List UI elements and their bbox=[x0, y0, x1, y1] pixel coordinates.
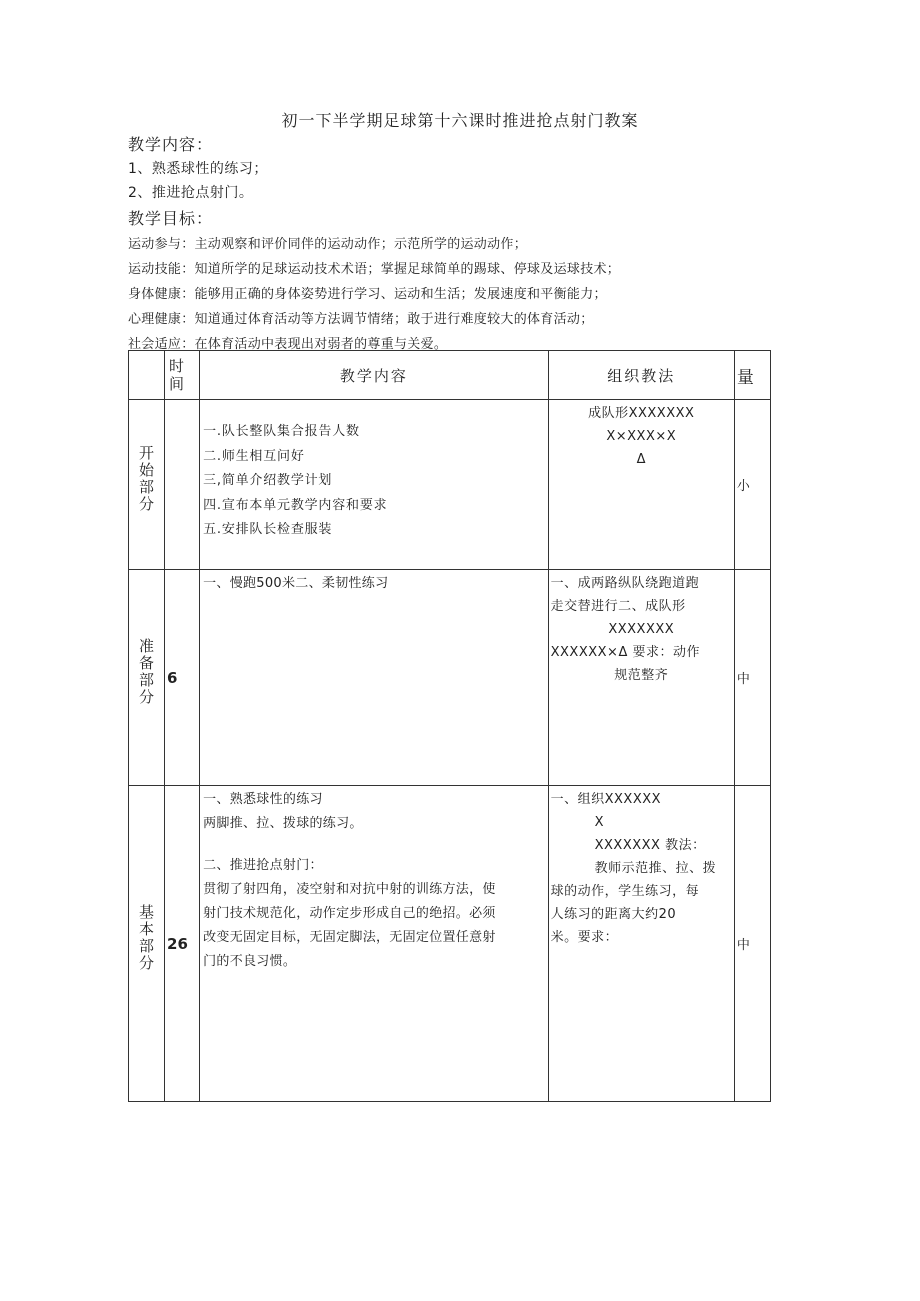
amount-cell bbox=[734, 400, 770, 570]
section-label-start: 开始部分 bbox=[137, 444, 156, 513]
content-line: 两脚推、拉、拨球的练习。 bbox=[203, 816, 363, 831]
method-line: X×XXX×X bbox=[606, 429, 677, 444]
section-cell bbox=[129, 400, 165, 570]
time-cell bbox=[165, 570, 200, 786]
content-line: 一.队长整队集合报告人数 bbox=[203, 424, 360, 439]
content-line: 门的不良习惯。 bbox=[203, 954, 297, 969]
method-line: 一、组织XXXXXX bbox=[550, 792, 662, 807]
table-row-start bbox=[129, 400, 771, 570]
goal-participation: 运动参与：主动观察和评价同伴的运动动作；示范所学的运动动作； bbox=[128, 237, 528, 252]
content-line: 一、熟悉球性的练习 bbox=[203, 792, 323, 807]
goal-skills: 运动技能：知道所学的足球运动技术术语；掌握足球简单的踢球、停球及运球技术； bbox=[128, 262, 621, 277]
page-title: 初一下半学期足球第十六课时推进抢点射门教案 bbox=[281, 111, 639, 130]
method-line: 教师示范推、拉、拨 bbox=[594, 861, 717, 876]
header-content-cell bbox=[200, 351, 549, 400]
method-cell bbox=[548, 570, 734, 786]
header-method-cell bbox=[548, 351, 734, 400]
method-line: XXXXXX×Δ 要求：动作 bbox=[550, 645, 700, 660]
method-line: XXXXXXX 教法： bbox=[594, 838, 706, 853]
time-value: 6 bbox=[167, 668, 178, 687]
section-label-warmup: 准备部分 bbox=[137, 637, 156, 706]
method-line: Δ bbox=[636, 452, 646, 467]
amount-cell bbox=[734, 570, 770, 786]
method-line: 米。要求： bbox=[550, 930, 619, 945]
header-content: 教学内容 bbox=[339, 366, 408, 385]
amount-cell bbox=[734, 786, 770, 1102]
content-item-2: 2、推进抢点射门。 bbox=[128, 185, 254, 201]
goal-mental-health: 心理健康：知道通过体育活动等方法调节情绪；敢于进行难度较大的体育活动； bbox=[128, 312, 594, 327]
goal-physical-health: 身体健康：能够用正确的身体姿势进行学习、运动和生活；发展速度和平衡能力； bbox=[128, 287, 607, 302]
content-cell bbox=[200, 786, 549, 1102]
header-time: 时 间 bbox=[169, 357, 185, 393]
content-line: 二.师生相互问好 bbox=[203, 448, 305, 464]
content-line: 射门技术规范化，动作定步形成自己的绝招。必须 bbox=[203, 906, 496, 921]
content-line: 四.宣布本单元教学内容和要求 bbox=[203, 497, 388, 513]
method-line: 成队形XXXXXXX bbox=[588, 406, 695, 421]
content-line: 贯彻了射四角，凌空射和对抗中射的训练方法，使 bbox=[203, 882, 496, 897]
header-amount: 量 bbox=[736, 367, 754, 388]
amount-value: 小 bbox=[736, 479, 750, 494]
content-line: 五.安排队长检查服装 bbox=[203, 522, 333, 537]
time-cell bbox=[165, 400, 200, 570]
table-row-main bbox=[129, 786, 771, 1102]
method-line: 走交替进行二、成队形 bbox=[550, 599, 686, 614]
lesson-plan-table bbox=[128, 350, 771, 1102]
section-cell bbox=[129, 786, 165, 1102]
method-line: 规范整齐 bbox=[614, 668, 669, 683]
content-line: 三,简单介绍教学计划 bbox=[203, 473, 333, 488]
section-label-main: 基本部分 bbox=[137, 903, 156, 972]
content-spacer bbox=[200, 836, 548, 854]
method-line: 人练习的距离大约20 bbox=[550, 907, 677, 922]
method-line: XXXXXXX bbox=[608, 622, 675, 637]
amount-value: 中 bbox=[736, 672, 750, 687]
table-row-warmup bbox=[129, 570, 771, 786]
time-cell bbox=[165, 786, 200, 1102]
method-line: 一、成两路纵队绕跑道跑 bbox=[550, 576, 700, 591]
content-cell bbox=[200, 400, 549, 570]
method-cell bbox=[548, 400, 734, 570]
content-cell bbox=[200, 570, 549, 786]
method-cell bbox=[548, 786, 734, 1102]
header-method: 组织教法 bbox=[607, 366, 676, 385]
content-line: 二、推进抢点射门： bbox=[203, 858, 323, 873]
table-header-row bbox=[129, 351, 771, 400]
header-time-cell bbox=[165, 351, 200, 400]
header-section-cell bbox=[129, 351, 165, 400]
content-heading: 教学内容： bbox=[128, 135, 214, 154]
goals-heading: 教学目标： bbox=[128, 209, 214, 228]
header-amount-cell bbox=[734, 351, 770, 400]
content-line: 改变无固定目标，无固定脚法，无固定位置任意射 bbox=[203, 930, 496, 945]
time-value: 26 bbox=[167, 934, 188, 953]
content-line: 一、慢跑500米二、柔韧性练习 bbox=[203, 576, 389, 591]
content-item-1: 1、熟悉球性的练习； bbox=[128, 161, 268, 177]
method-line: 球的动作，学生练习，每 bbox=[550, 884, 700, 899]
goal-social-adaptation: 社会适应：在体育活动中表现出对弱者的尊重与关爱。 bbox=[128, 337, 448, 352]
amount-value: 中 bbox=[736, 938, 750, 953]
section-cell bbox=[129, 570, 165, 786]
method-line: X bbox=[594, 815, 605, 830]
